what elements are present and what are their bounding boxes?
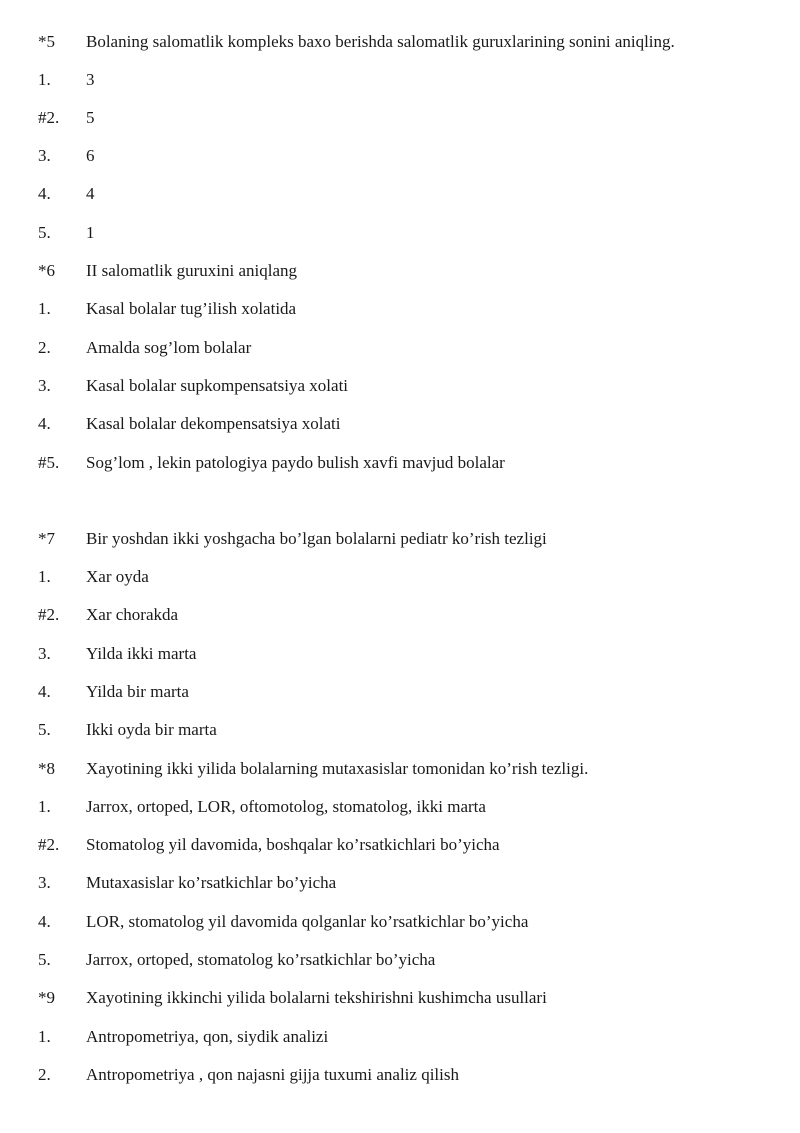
option-number: #2. bbox=[38, 835, 60, 854]
option-text: Antropometriya, qon, siydik analizi bbox=[86, 1027, 329, 1046]
option-number: #2. bbox=[38, 108, 60, 127]
option-text: Stomatolog yil davomida, boshqalar ko’rsatkichlari bo’yicha bbox=[86, 835, 500, 854]
option-text: Xar chorakda bbox=[86, 605, 179, 624]
option-text: Yilda bir marta bbox=[86, 682, 189, 701]
option-number: 2. bbox=[38, 338, 51, 357]
option-text: Jarrox, ortoped, stomatolog ko’rsatkichlar bo’yicha bbox=[86, 950, 436, 969]
option-number: 3. bbox=[38, 146, 51, 165]
question-number: *6 bbox=[38, 261, 55, 280]
option-text: LOR, stomatolog yil davomida qolganlar ko’rsatkichlar bo’yicha bbox=[86, 912, 529, 931]
option-text: 6 bbox=[86, 146, 95, 165]
option-number: 1. bbox=[38, 567, 51, 586]
option-number: 4. bbox=[38, 682, 51, 701]
option-number: 5. bbox=[38, 223, 51, 242]
question-text: Bolaning salomatlik kompleks baxo berishda salomatlik guruxlarining sonini aniqling. bbox=[86, 32, 675, 51]
option-number: 1. bbox=[38, 1027, 51, 1046]
option-text: Kasal bolalar supkompensatsiya xolati bbox=[86, 376, 349, 395]
option-number: 1. bbox=[38, 299, 51, 318]
option-number: 4. bbox=[38, 912, 51, 931]
option-text: Jarrox, ortoped, LOR, oftomotolog, stomatolog, ikki marta bbox=[86, 797, 486, 816]
option-number: 5. bbox=[38, 720, 51, 739]
option-number: 3. bbox=[38, 644, 51, 663]
option-number: 2. bbox=[38, 1065, 51, 1084]
option-number: 3. bbox=[38, 873, 51, 892]
option-number: 4. bbox=[38, 184, 51, 203]
option-number: 5. bbox=[38, 950, 51, 969]
option-text: Kasal bolalar tug’ilish xolatida bbox=[86, 299, 297, 318]
option-text: 4 bbox=[86, 184, 95, 203]
option-text: Xar oyda bbox=[86, 567, 149, 586]
option-number: 1. bbox=[38, 797, 51, 816]
option-text: Sog’lom , lekin patologiya paydo bulish xavfi mavjud bolalar bbox=[86, 453, 505, 472]
option-text: Kasal bolalar dekompensatsiya xolati bbox=[86, 414, 341, 433]
option-text: 1 bbox=[86, 223, 95, 242]
question-text: Xayotining ikki yilida bolalarning mutaxasislar tomonidan ko’rish tezligi. bbox=[86, 759, 589, 778]
option-text: Amalda sog’lom bolalar bbox=[86, 338, 252, 357]
option-text: Yilda ikki marta bbox=[86, 644, 197, 663]
option-number: #5. bbox=[38, 453, 60, 472]
option-number: 3. bbox=[38, 376, 51, 395]
question-number: *5 bbox=[38, 32, 55, 51]
option-number: #2. bbox=[38, 605, 60, 624]
option-text: Ikki oyda bir marta bbox=[86, 720, 217, 739]
option-number: 1. bbox=[38, 70, 51, 89]
option-text: Mutaxasislar ko’rsatkichlar bo’yicha bbox=[86, 873, 337, 892]
question-number: *7 bbox=[38, 529, 55, 548]
option-text: 3 bbox=[86, 70, 95, 89]
question-text: II salomatlik guruxini aniqlang bbox=[86, 261, 298, 280]
question-text: Xayotining ikkinchi yilida bolalarni tekshirishni kushimcha usullari bbox=[86, 988, 547, 1007]
option-number: 4. bbox=[38, 414, 51, 433]
option-text: 5 bbox=[86, 108, 95, 127]
question-text: Bir yoshdan ikki yoshgacha bo’lgan bolalarni pediatr ko’rish tezligi bbox=[86, 529, 547, 548]
question-number: *9 bbox=[38, 988, 55, 1007]
option-text: Antropometriya , qon najasni gijja tuxumi analiz qilish bbox=[86, 1065, 459, 1084]
question-number: *8 bbox=[38, 759, 55, 778]
